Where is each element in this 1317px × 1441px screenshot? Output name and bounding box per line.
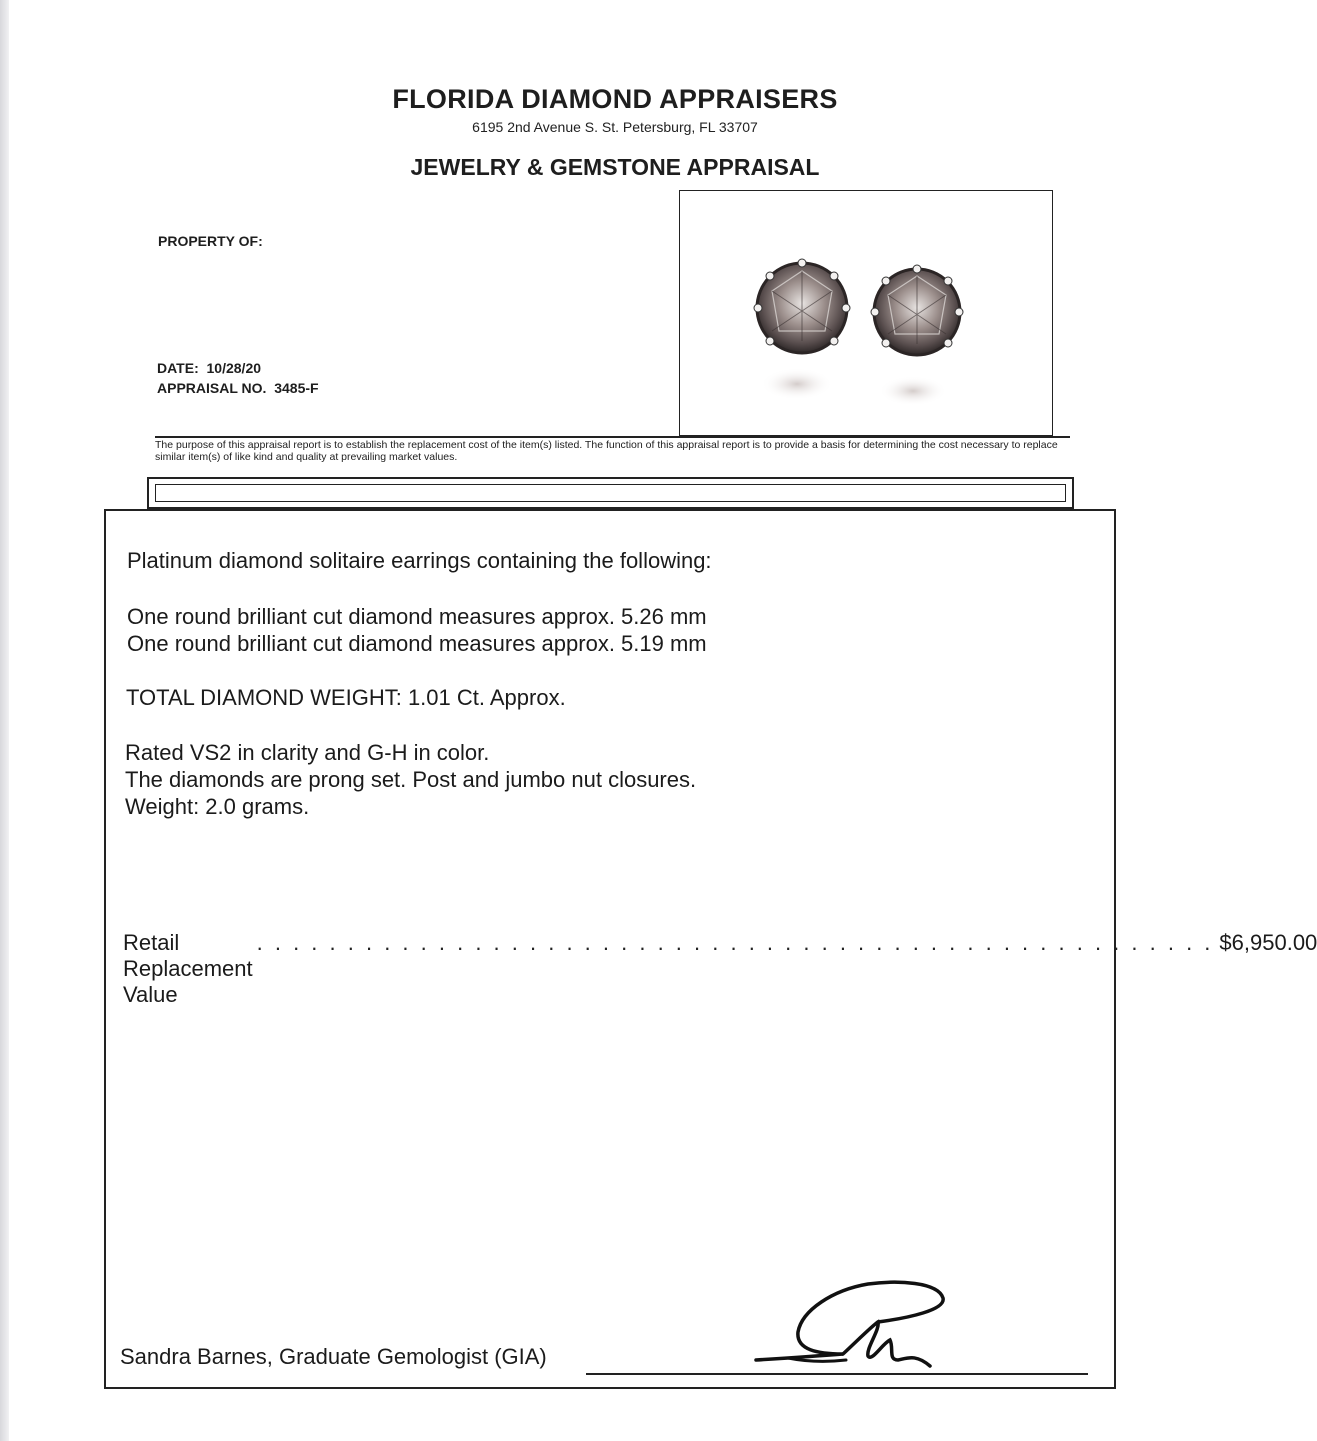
header-divider (155, 436, 1070, 438)
date-label: DATE: (157, 360, 199, 376)
appraiser-name: Sandra Barnes, Graduate Gemologist (GIA) (120, 1344, 547, 1369)
item-photo (679, 190, 1053, 436)
dot-leader: . . . . . . . . . . . . . . . . . . . . . . . . . . . . . . . . . . . . . . . . . . . . . . . . . . . . . (256, 930, 1214, 955)
decorative-double-bar (147, 477, 1074, 509)
handwritten-signature-icon (748, 1270, 948, 1385)
date-value: 10/28/20 (206, 360, 262, 376)
appraisal-number-label: APPRAISAL NO. (157, 380, 267, 396)
company-address: 6195 2nd Avenue S. St. Petersburg, FL 33707 (472, 119, 758, 135)
description-intro: Platinum diamond solitaire earrings containing the following: (127, 548, 712, 573)
purpose-statement: The purpose of this appraisal report is to establish the replacement cost of the item(s) listed. The function of this appraisal report is to provide a basis for determining the cost necessary to replace similar item(s) of like kind and quality at prevailing market values. (155, 439, 1058, 463)
company-name: FLORIDA DIAMOND APPRAISERS (392, 84, 838, 114)
date-field (157, 360, 261, 376)
diamond-1-measure: One round brilliant cut diamond measures approx. 5.26 mm (127, 604, 707, 629)
decorative-double-bar-inner (155, 484, 1066, 502)
scan-edge (0, 0, 9, 1441)
clarity-color-rating: Rated VS2 in clarity and G-H in color. (125, 740, 490, 765)
retail-value-row (123, 930, 1317, 1007)
document-title: JEWELRY & GEMSTONE APPRAISAL (410, 154, 820, 180)
appraisal-number-field (157, 380, 319, 396)
diamond-2-measure: One round brilliant cut diamond measures approx. 5.19 mm (127, 631, 707, 656)
property-of-label: PROPERTY OF: (158, 233, 263, 249)
total-diamond-weight: TOTAL DIAMOND WEIGHT: 1.01 Ct. Approx. (126, 685, 566, 710)
retail-value-amount: $6,950.00 (1219, 930, 1317, 955)
diamond-earrings-photo-icon (680, 191, 1054, 437)
retail-value-label: Retail Replacement Value (123, 930, 253, 1007)
appraisal-number-value: 3485-F (274, 380, 319, 396)
setting-description: The diamonds are prong set. Post and jumbo nut closures. (125, 767, 697, 792)
total-weight-grams: Weight: 2.0 grams. (125, 794, 310, 819)
